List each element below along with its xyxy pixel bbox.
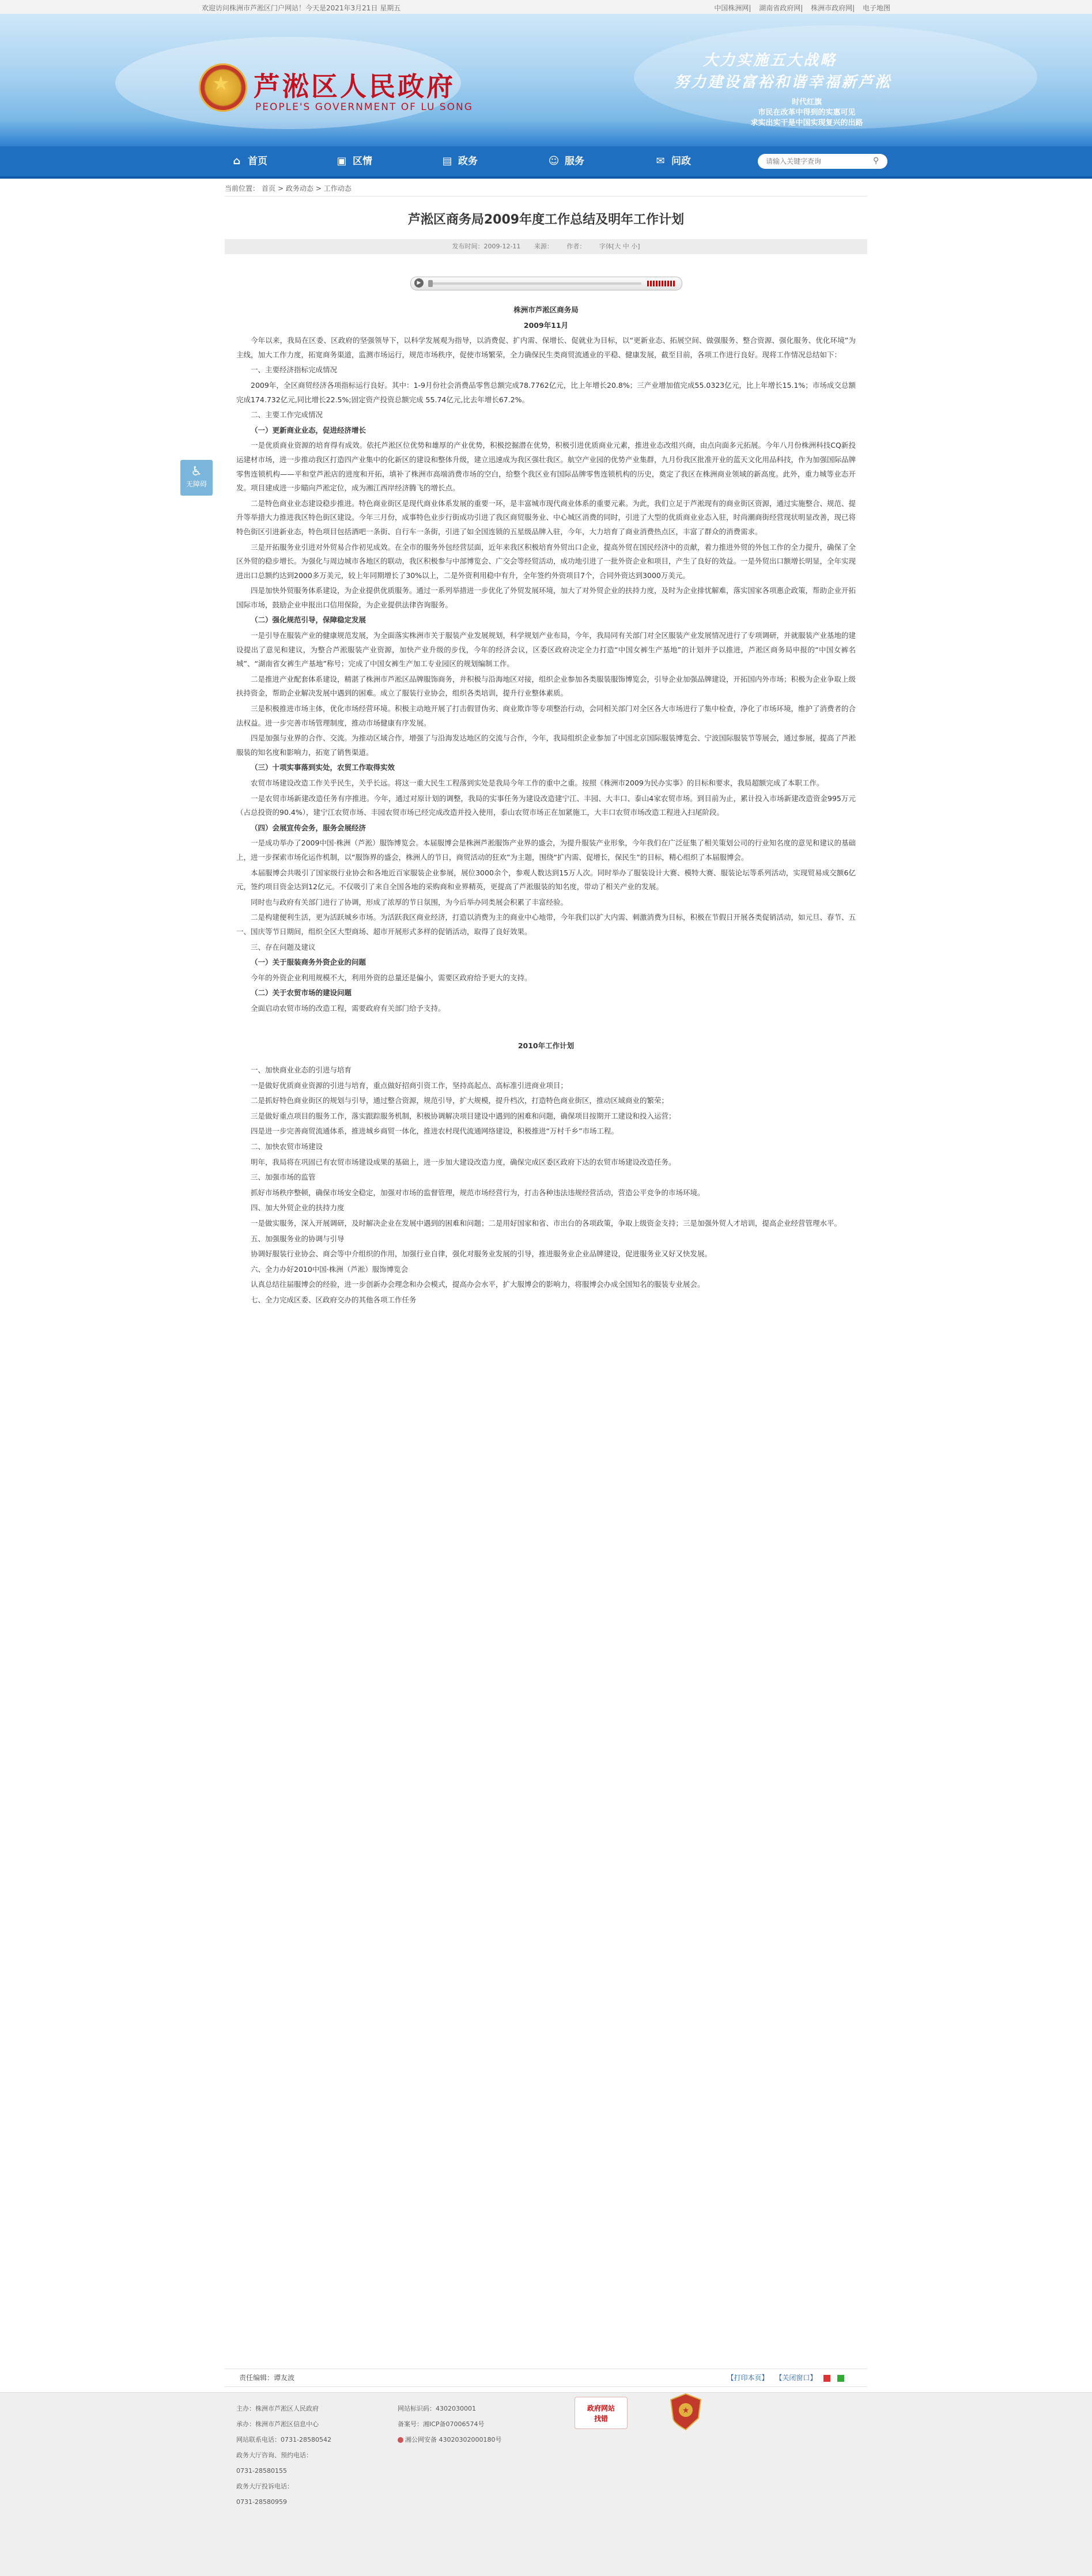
publish-date: 发布时间：2009-12-11 xyxy=(452,243,521,250)
gov-website-error-badge[interactable] xyxy=(575,2397,628,2429)
progress-track[interactable] xyxy=(428,282,641,285)
footer-line[interactable]: 湘公网安备 43020302000180号 xyxy=(398,2432,501,2447)
footer-line: 政务大厅投诉电话： xyxy=(236,2483,293,2490)
section-heading: 二、主要工作完成情况 xyxy=(251,410,323,420)
paragraph: 二是构建便利生活，更为活跃城乡市场。为活跃我区商业经济，打造以消费为主的商业中心地带，今年我们以扩大内需、刺激消费为目标，积极在节假日开展各类促销活动，如元旦、春节、五一、国庆等节日期间，组织全区大型商场、超市开展形式多样的促销活动，取得了良好效果。 xyxy=(236,913,856,936)
paragraph: 同时也与政府有关部门进行了协调，形成了浓厚的节日氛围，为今后举办同类展会积累了丰富经验。 xyxy=(251,897,568,906)
paragraph: 三是积极推进市场主体，优化市场经营环境。积极主动地开展了打击假冒伪劣、商业欺诈等专项整治行动，会同相关部门对全区各大市场进行了集中检查，净化了市场环境，维护了消费者的合法权益。进一步完善市场管理制度，推动市场健康有序发展。 xyxy=(236,704,856,727)
section-heading: 三、存在问题及建议 xyxy=(251,942,316,951)
audio-player[interactable] xyxy=(410,277,682,290)
paragraph: 本届服博会共吸引了国家级行业协会和各地近百家服装企业参展，展位3000余个，参观人数达到15万人次。同时举办了服装设计大赛、模特大赛、服装论坛等系列活动，实现贸易成交额6亿元，签约项目资金达到12亿元。不仅吸引了来自全国各地的采购商和业界精英，更提高了芦淞服装的知名度，带动了相关产业的发展。 xyxy=(236,868,856,892)
plan-item: 四、加大外贸企业的扶持力度 xyxy=(251,1203,345,1213)
footer-line: 0731-28580959 xyxy=(236,2498,287,2506)
plan-item: 一是做实服务，深入开展调研，及时解决企业在发展中遇到的困难和问题；二是用好国家和省、市出台的各项政策，争取上级资金支持；三是加强外贸人才培训，提高企业经营管理水平。 xyxy=(251,1219,842,1228)
paragraph: 一是引导在服装产业的健康规范发展，为全面落实株洲市关于服装产业发展规划，科学规划产业布局，今年，我局同有关部门对全区服装产业发展情况进行了专项调研，并就服装产业基地的建设提出了意见和建议，为整合芦淞服装产业资源，加快产业升级的步伐，今年的经济会议，区委区政府决定全力打造“中国女裤生产基地”的计划并予以推进，芦淞区商务局申报的“中国女裤名城”、“湖南省女裤生产基地”称号；完成了中国女裤生产加工专业园区的规划编制工作。 xyxy=(236,631,856,668)
plan-item: 抓好市场秩序整顿，确保市场安全稳定，加强对市场的监督管理，规范市场经营行为，打击各种违法违规经营活动，营造公平竞争的市场环境。 xyxy=(251,1188,705,1197)
site-title[interactable]: 芦淞区人民政府 xyxy=(254,71,455,102)
chat-icon: ✉ xyxy=(656,155,665,167)
svg-text:★: ★ xyxy=(682,2406,690,2415)
responsible-editor: 责任编辑：谭友波 xyxy=(239,2374,295,2382)
subsection-heading: （二）强化规范引导，保障稳定发展 xyxy=(251,615,366,625)
paragraph: 四是加强与业界的合作、交流。为推动区域合作，增强了与沿海发达地区的交流与合作，今年，我局组织企业参加了中国北京国际服装博览会、宁波国际服装节等展会，通过参展，提高了芦淞服装的知名度和影响力，拓宽了销售渠道。 xyxy=(236,734,856,757)
footer-line: 网站联系电话：0731-28580542 xyxy=(236,2436,331,2443)
plan-item: 二是抓好特色商业街区的规划与引导，通过整合资源，规范引导，扩大规模，提升档次，打造特色商业街区，推动区域商业的繁荣； xyxy=(251,1096,669,1105)
plan-item: 六、全力办好2010中国·株洲（芦淞）服饰博览会 xyxy=(251,1264,409,1274)
article-meta xyxy=(225,239,867,254)
top-link[interactable]: 中国株洲网 xyxy=(714,4,749,12)
home-icon: ⌂ xyxy=(233,155,241,167)
share-icon[interactable] xyxy=(837,2375,844,2382)
paragraph: 今年以来，我局在区委、区政府的坚强领导下，以科学发展观为指导，以消费促、扩内需、保增长、促就业为目标，以“更新业态、拓展空间、做强服务、整合资源、强化服务、优化环境”为主线，加大工作力度，拓宽商务渠道，监测市场运行，规范市场秩序，促使市场繁荣，全力确保民生类商贸流通业的平稳、健康发展，截至目前，各项工作进行良好。现将工作情况总结如下： xyxy=(236,336,856,359)
footer-line: 政务大厅咨询、预约电话： xyxy=(236,2452,312,2459)
footer-registration xyxy=(398,2401,501,2447)
slogan-line: 努力建设富裕和谐幸福新芦淞 xyxy=(674,74,892,91)
footer-line: 承办：株洲市芦淞区信息中心 xyxy=(236,2420,319,2428)
top-link[interactable]: 电子地图 xyxy=(862,4,890,12)
people-icon: ☺ xyxy=(548,155,560,167)
paragraph: 全面启动农贸市场的改造工程，需要政府有关部门给予支持。 xyxy=(251,1003,445,1013)
police-badge-icon xyxy=(398,2437,403,2443)
top-links: 中国株洲网| 湖南省政府网| 株洲市政府网| 电子地图 xyxy=(714,4,890,12)
motto-line: 时代红旗 xyxy=(791,98,822,107)
subsection-heading: （二）关于农贸市场的建设问题 xyxy=(251,988,352,998)
plan-item: 明年，我局将在巩固已有农贸市场建设成果的基础上，进一步加大建设改造力度，确保完成区委区政府下达的农贸市场建设改造任务。 xyxy=(251,1157,676,1166)
footer-info xyxy=(236,2401,331,2510)
badge-line: 找错 xyxy=(594,2415,608,2423)
footer-line[interactable]: 备案号：湘ICP备07006574号 xyxy=(398,2420,485,2428)
motto-line: 求实出实干是中国实现复兴的出路 xyxy=(750,119,863,127)
subsection-heading: （四）会展宣传会务，服务会展经济 xyxy=(251,823,366,832)
paragraph: 一是优质商业资源的培育得有成效。依托芦淞区位优势和雄厚的产业优势，积极挖掘潜在优势，积极引进优质商业元素，推进业态改组兴商，由点向面多元拓展。今年八月份株洲科技CQ新投运建材市场，进一步推动我区打造四产业集中的化新区的建设和整体升级，建立迅速成为我区强壮我区。航空产业园的优势产业集群，九月份我区批准开业的蓝天文化用品科技，作为加强国际品牌零售连锁机构——平和堂芦淞店的进度和开拓，填补了株洲市高端消费市场的空白，给整个我区业有国际品牌零售连锁机构的历史，奠定了我区在株洲商业领域的新高度。此外，重力城等业态开发。项目建成进一步瞄向芦淞定位，成为湘江西岸经济腾飞的增长点。 xyxy=(236,441,856,493)
national-emblem-icon: ★ xyxy=(199,63,247,112)
subsection-heading: （三）十项实事落到实处，农贸工作取得实效 xyxy=(251,763,395,772)
plan-item: 三是做好重点项目的服务工作，落实跟踪服务机制，积极协调解决项目建设中遇到的困难和问题，确保项目按期开工建设和投入运营； xyxy=(251,1111,676,1120)
paragraph: 2009年，全区商贸经济各项指标运行良好。其中：1-9月份社会消费品零售总额完成78.7762亿元，比上年增长20.8%；三产业增加值完成55.0323亿元，比上年增长15.1%；市场成交总额完成174.732亿元,同比增长22.5%;固定资产投资总额完成 55.74亿元,比去年增长67.2%。 xyxy=(236,380,856,404)
footer-line: 主办：株洲市芦淞区人民政府 xyxy=(236,2405,319,2412)
font-size-switch[interactable]: 字体[大 中 小] xyxy=(599,243,640,250)
paragraph: 一是成功举办了2009中国·株洲（芦淞）服饰博览会。本届服博会是株洲芦淞服饰产业界的盛会，为提升服装产业形象，今年我们在广泛征集了相关策划公司的行业知名度的意见和建议的基础上，进一步探索市场化运作机制，以“服饰界的盛会，株洲人的节日，商贸活动的狂欢”为主题，围绕“扩内需、促增长，保民生”的目标，精心组织了本届服博会。 xyxy=(236,838,856,862)
paragraph: 三是开拓服务业引进对外贸易合作初见成效。在全市的服务外包经营层面，近年来我区积极培育外贸出口企业，提高外贸在国民经济中的贡献，着力推进外贸的外包工作的全力提升，确保了全区外贸的稳步增长。为强化与周边城市各地区的联动，我区积极参与中部博览会、广交会等经贸活动，成功地引进了一批外资企业和项目，产生了良好的效益。一是外贸出口额增长明显，全年实现进出口总额约达到2000多万美元，较上年同期增长了30%以上，二是外资利用稳中有升，全年签约外资项目7个，合同外资达到3000万美元。 xyxy=(236,542,856,580)
wheelchair-icon: ♿ xyxy=(191,464,202,479)
site-title-english: PEOPLE'S GOVERNMENT OF LU SONG xyxy=(255,101,473,113)
top-bar xyxy=(0,0,1092,14)
plan-item: 三、加强市场的监管 xyxy=(251,1173,316,1182)
search-icon[interactable]: ⚲ xyxy=(873,156,879,165)
main-nav xyxy=(0,146,1092,179)
motto-text xyxy=(738,97,876,129)
accessibility-label: 无障碍 xyxy=(186,480,207,488)
camera-icon: ▣ xyxy=(337,155,347,167)
nav-item-inquiry[interactable]: ✉ 问政 xyxy=(654,146,691,176)
plan-item: 一是做好优质商业资源的引进与培育，重点做好招商引资工作，坚持高起点、高标准引进商业项目； xyxy=(251,1081,568,1090)
section-heading: 一、主要经济指标完成情况 xyxy=(251,365,338,375)
volume-bar[interactable] xyxy=(647,281,676,286)
paragraph: 二是推进产业配套体系建设，精湛了株洲市芦淞区品牌服饰商务，并积极与沿海地区对接，组织企业参加各类服装服饰博览会，引导企业加强品牌建设，开拓国内外市场；积极为企业争取上级扶持资金，帮助企业解决发展中遇到的困难。成立了服装行业协会，组织各类培训，提升行业整体素质。 xyxy=(236,674,856,698)
nav-item-home[interactable]: ⌂ 首页 xyxy=(231,146,267,176)
search-input[interactable] xyxy=(758,154,887,169)
badge-line: 政府网站 xyxy=(587,2404,615,2412)
play-icon[interactable]: ▶ xyxy=(414,278,424,288)
print-page-link[interactable]: 【打印本页】 xyxy=(727,2374,769,2382)
motto-line: 市民在改革中得到的实惠可见 xyxy=(758,108,856,117)
paragraph: 一是农贸市场新建改造任务有序推进。今年，通过对原计划的调整，我局的实事任务为建设改造建宁江、丰园、大丰口、泰山4家农贸市场。到目前为止，累计投入市场新建改造资金995万元（占总投资的90.4%），建宁江农贸市场、丰园农贸市场已经完成改造并投入使用，泰山农贸市场正在加紧施工，大丰口农贸市场改造工程进入扫尾阶段。 xyxy=(236,794,856,817)
paragraph: 四是加快外贸服务体系建设，为企业提供优质服务。通过一系列举措进一步优化了外贸发展环境，加大了对外贸企业的扶持力度，及时为企业排忧解难，落实国家各项惠企政策，帮助企业开拓国际市场，鼓励企业申报出口信用保险，为企业提供法律咨询服务。 xyxy=(236,586,856,609)
subsection-heading: （一）更新商业业态，促进经济增长 xyxy=(251,425,366,435)
top-link[interactable]: 湖南省政府网 xyxy=(759,4,801,12)
article-body xyxy=(236,303,856,1309)
breadcrumb: 当前位置： 首页 > 政务动态 > 工作动态 xyxy=(225,184,352,192)
nav-item-affairs[interactable]: ▤ 政务 xyxy=(441,146,478,176)
plan-item: 七、全力完成区委、区政府交办的其他各项工作任务 xyxy=(251,1295,417,1304)
breadcrumb-item[interactable]: 首页 xyxy=(262,184,276,192)
nav-item-district[interactable]: ▣ 区情 xyxy=(335,146,372,176)
slogan-line: 大力实施五大战略 xyxy=(703,52,837,69)
plan-item: 一、加快商业业态的引进与培育 xyxy=(251,1066,352,1075)
share-icon[interactable] xyxy=(823,2375,830,2382)
top-link[interactable]: 株洲市政府网 xyxy=(811,4,853,12)
accessibility-button[interactable] xyxy=(180,460,213,496)
divider xyxy=(225,196,867,197)
page-actions xyxy=(722,2369,844,2386)
plan-item: 五、加强服务业的协调与引导 xyxy=(251,1234,345,1243)
breadcrumb-item[interactable]: 政务动态 xyxy=(285,184,313,192)
article-author: 作者： xyxy=(566,243,586,250)
editor-bar xyxy=(225,2369,867,2387)
plan-title: 2010年工作计划 xyxy=(517,1041,575,1050)
breadcrumb-prefix: 当前位置： xyxy=(225,184,260,192)
welcome-text: 欢迎访问株洲市芦淞区门户网站！今天是2021年3月21日 星期五 xyxy=(202,4,401,12)
footer-line: 网站标识码：4302030001 xyxy=(398,2405,476,2412)
plan-item: 四是进一步完善商贸流通体系，推进城乡商贸一体化，推进农村现代流通网络建设，积极推进“万村千乡”市场工程。 xyxy=(251,1127,618,1136)
article-org: 株洲市芦淞区商务局 xyxy=(513,305,579,314)
breadcrumb-item[interactable]: 工作动态 xyxy=(323,184,352,192)
plan-item: 协调好服装行业协会、商会等中介组织的作用，加强行业自律，强化对服务业发展的引导，推进服务业企业品牌建设，促进服务业又好又快发展。 xyxy=(251,1249,712,1259)
paragraph: 今年的外资企业利用规模不大，利用外资的总量还是偏小，需要区政府给予更大的支持。 xyxy=(251,973,532,982)
plan-item: 二、加快农贸市场建设 xyxy=(251,1142,323,1151)
article-title: 芦淞区商务局2009年度工作总结及明年工作计划 xyxy=(407,213,685,227)
nav-item-service[interactable]: ☺ 服务 xyxy=(547,146,584,176)
plan-item: 认真总结往届服博会的经验，进一步创新办会理念和办会模式，提高办会水平，扩大服博会的影响力，将服博会办成全国知名的服装专业展会。 xyxy=(251,1280,705,1289)
document-icon: ▤ xyxy=(442,155,452,167)
article-date: 2009年11月 xyxy=(523,320,569,330)
progress-handle[interactable] xyxy=(428,280,433,287)
close-window-link[interactable]: 【关闭窗口】 xyxy=(775,2374,817,2382)
paragraph: 农贸市场建设改造工作关乎民生，关乎长远。将这一重大民生工程落到实处是我局今年工作的重中之重。按照《株洲市2009为民办实事》的目标和要求，我局超额完成了本职工作。 xyxy=(251,779,824,787)
paragraph: 二是特色商业业态建设稳步推进。特色商业街区是现代商业体系发展的重要一环，是丰富城市现代商业体系的重要元素。为此，我们立足于芦淞现有的商业街区资源，通过实施整合、规范、提升等举措大力推进我区特色街区建设。今年三月份，成事特色业步行街成功引进了我区商贸服务业、中心城区消费的同时，引进了大型的优质商业业态入驻，时尚潮商街经营现状明显改善，现已将特色街区引进新业态，特色项目包括酒吧一条街、自行车一条街，引进了如全国连锁的五星级品牌入驻，今年，大力培育了商业消费热点区，丰富了群众的消费需求。 xyxy=(236,498,856,536)
subsection-heading: （一）关于服装商务外资企业的问题 xyxy=(251,958,366,967)
article-source: 来源： xyxy=(534,243,553,250)
footer-line: 0731-28580155 xyxy=(236,2467,287,2475)
site-footer xyxy=(0,2392,1092,2576)
police-emblem-icon[interactable] xyxy=(668,2393,703,2431)
header-banner xyxy=(0,14,1092,146)
